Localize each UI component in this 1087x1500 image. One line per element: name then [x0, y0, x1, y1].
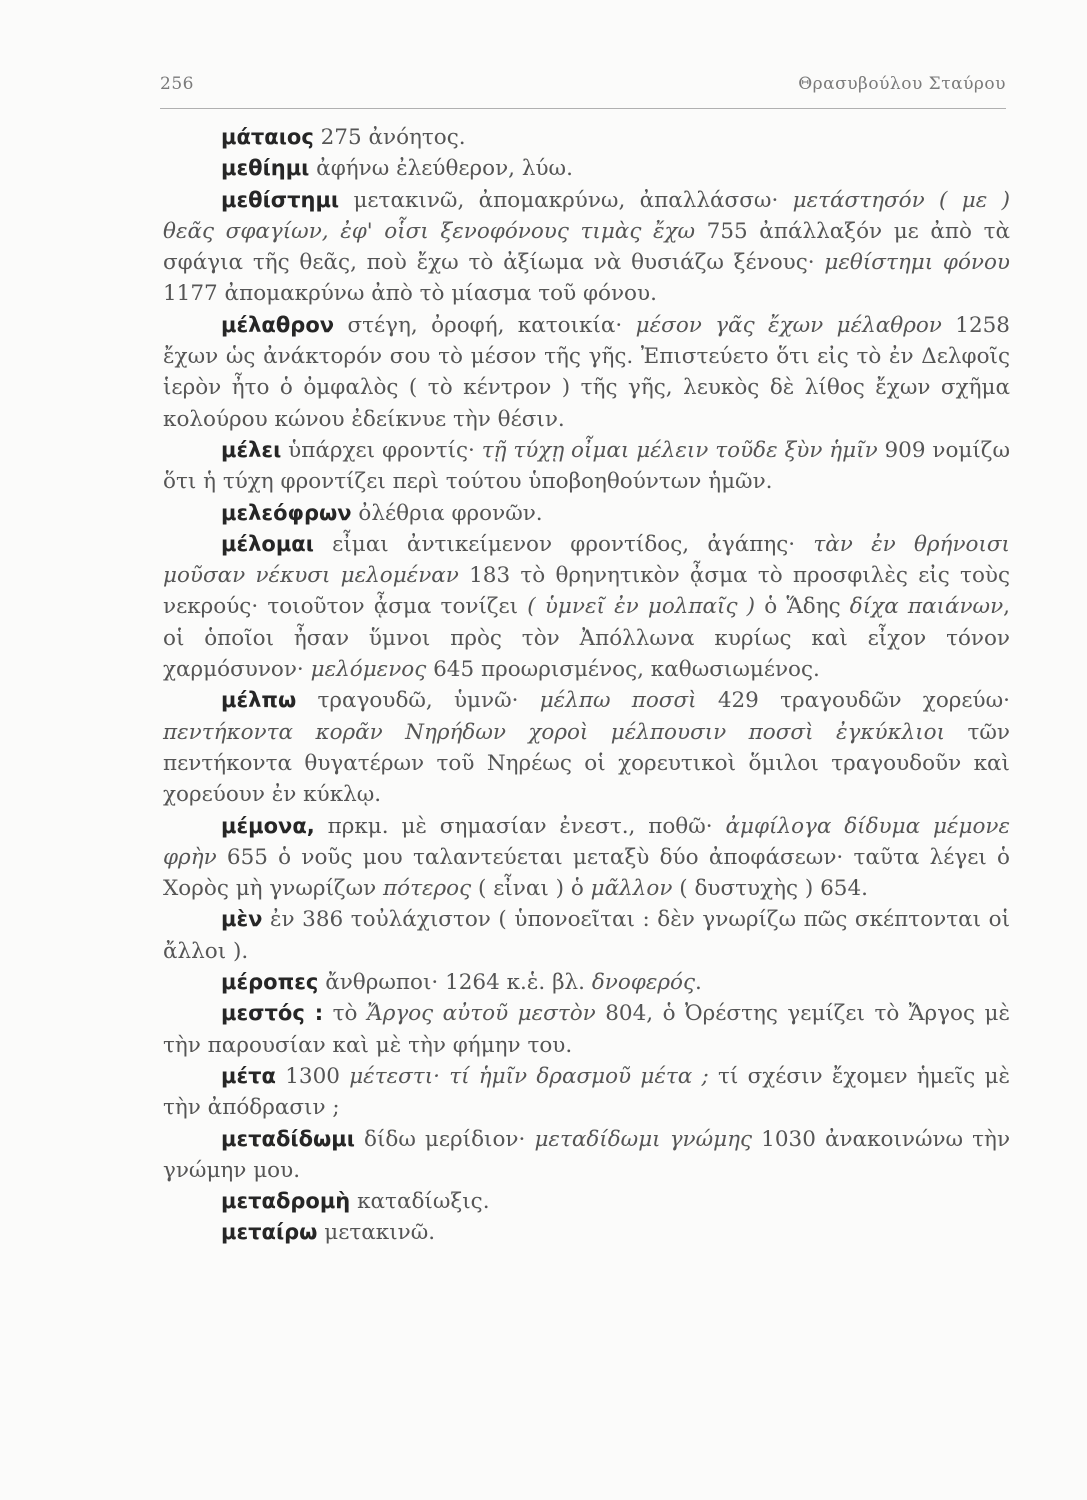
entry-headword: μεθίημι	[221, 156, 310, 181]
entry-definition: 645 προωρισμένος, καθωσιωμένος.	[426, 657, 820, 683]
entry-definition: 909 νομίζω ὅτι ἡ τύχη φροντίζει περὶ τούτου ὑποβοηθούντων ἡμῶν.	[163, 437, 1010, 495]
glossary-entry	[163, 967, 1010, 998]
entry-definition: 804, ὁ Ὀρέστης γεμίζει τὸ Ἄργος μὲ τὴν παρουσίαν καὶ μὲ τὴν φήμην του.	[163, 1001, 1011, 1058]
entry-definition: μετακινῶ.	[317, 1220, 436, 1246]
glossary-entry	[163, 811, 1010, 905]
entry-definition: τῶν πεντήκοντα θυγατέρων τοῦ Νηρέως οἱ χορευτικοὶ ὅμιλοι τραγουδοῦν καὶ χορεύουν ἐν κύκλῳ.	[163, 719, 1010, 808]
entry-definition: μετακινῶ, ἀπομακρύνω, ἀπαλλάσσω·	[339, 187, 793, 213]
entry-definition: ἀφήνω ἐλεύθερον, λύω.	[309, 156, 573, 182]
entry-definition: 275 ἀνόητος.	[313, 125, 466, 150]
entry-quotation: πότερος	[383, 876, 472, 902]
entry-quotation: τῇ τύχῃ οἶμαι μέλειν τοῦδε ξὺν ἡμῖν	[481, 437, 878, 463]
entry-headword: μὲν	[221, 907, 263, 932]
entry-headword: μέμονα,	[221, 813, 315, 838]
glossary-entry	[163, 904, 1010, 967]
glossary-entry	[163, 122, 1010, 153]
entry-headword: μέροπες	[221, 970, 319, 995]
entry-definition: καταδίωξις.	[350, 1189, 490, 1215]
entry-quotation: πεντήκοντα κορᾶν Νηρήδων χοροὶ μέλπουσιν ποσσὶ ἐγκύκλιοι	[163, 719, 946, 745]
entry-quotation: μέτεστι· τί ἡμῖν δρασμοῦ μέτα ;	[349, 1063, 709, 1089]
entry-quotation: μᾶλλον	[590, 876, 673, 902]
glossary-entry	[163, 435, 1010, 498]
entry-definition: ( δυστυχὴς ) 654.	[672, 876, 868, 902]
entry-definition: 429 τραγουδῶν χορεύω·	[696, 688, 1010, 714]
entry-definition: ὑπάρχει φροντίς·	[281, 437, 482, 463]
entry-definition: δίδω μερίδιον·	[354, 1126, 535, 1152]
entry-definition: 183 τὸ θρηνητικὸν ᾆσμα τὸ προσφιλὲς εἰς τοὺς νεκρούς· τοιοῦτον ᾆσμα τονίζει	[163, 563, 1011, 620]
entry-definition: εἶμαι ἀντικείμενον φροντίδος, ἀγάπης·	[313, 531, 814, 557]
entry-quotation: μεταδίδωμι γνώμης	[534, 1126, 753, 1152]
entry-definition: ( εἶναι ) ὁ	[471, 876, 591, 902]
glossary-entry	[163, 498, 1010, 529]
entry-quotation: μεθίστημι φόνου	[824, 250, 1010, 276]
entry-definition: 1030 ἀνακοινώνω τὴν γνώμην μου.	[163, 1126, 1011, 1183]
entry-headword: μέτα	[221, 1063, 276, 1088]
glossary-entry	[163, 1124, 1010, 1187]
entry-headword: μέλαθρον	[221, 312, 335, 337]
entry-headword: μεταίρω	[221, 1220, 318, 1245]
glossary-entry	[163, 1061, 1010, 1124]
entry-definition: .	[695, 970, 702, 996]
entry-quotation: μέλπω ποσσὶ	[539, 688, 697, 714]
entry-quotation: ( ὑμνεῖ ἐν μολπαῖς )	[527, 594, 756, 620]
glossary-entry	[163, 185, 1010, 310]
entry-headword: μέλπω	[221, 688, 297, 713]
entry-definition: ὀλέθρια φρονῶν.	[351, 500, 543, 526]
entry-definition: 1258 ἔχων ὡς ἀνάκτορόν σου τὸ μέσον τῆς γῆς. Ἐπιστεύετο ὅτι εἰς τὸ ἐν Δελφοῖς ἱερὸν ἦτο ὁ ὀμφαλὸς ( τὸ κέντρον ) τῆς γῆς, λευκὸς δὲ λίθος ἔχων σχῆμα κολούρου κώνου ἐδείκνυε τὴν θέσιν.	[163, 312, 1010, 432]
entry-headword: μεταδρομὴ	[221, 1189, 351, 1214]
entry-headword: μεταδίδωμι	[221, 1126, 355, 1151]
entry-headword: μέλει	[221, 437, 282, 462]
entry-definition: πρκμ. μὲ σημασίαν ἐνεστ., ποθῶ·	[314, 813, 726, 839]
entry-headword: μεστός :	[221, 1001, 324, 1026]
entry-definition: ἐν 386 τοὐλάχιστον ( ὑπονοεῖται : δὲν γνωρίζω πῶς σκέπτονται οἱ ἄλλοι ).	[163, 907, 1010, 964]
entry-quotation: τὰν ἐν θρήνοισι μοῦσαν νέκυσι μελομέναν	[163, 531, 1010, 589]
glossary-entry	[163, 998, 1010, 1061]
entry-quotation: Ἄργος αὐτοῦ μεστὸν	[366, 1001, 596, 1027]
entry-headword: μεθίστημι	[221, 187, 340, 212]
entry-definition: 1300	[275, 1063, 350, 1089]
entry-headword: μάταιος	[221, 125, 314, 149]
running-title: Θρασυβούλου Σταύρου	[798, 74, 1006, 94]
glossary-entries	[163, 122, 1010, 1249]
glossary-entry	[163, 685, 1010, 810]
entry-definition: στέγη, ὀροφή, κατοικία·	[334, 312, 636, 338]
page-number: 256	[160, 74, 194, 94]
glossary-entry	[163, 1217, 1010, 1248]
glossary-entry	[163, 529, 1010, 685]
entry-definition: τραγουδῶ, ὑμνῶ·	[296, 688, 540, 714]
entry-definition: 655 ὁ νοῦς μου ταλαντεύεται μεταξὺ δύο ἀποφάσεων· ταῦτα λέγει ὁ Χορὸς μὴ γνωρίζων	[163, 844, 1010, 902]
entry-headword: μελεόφρων	[221, 500, 352, 525]
page-header	[160, 74, 1006, 109]
entry-definition: τὸ	[323, 1001, 367, 1027]
entry-definition: ἄνθρωποι· 1264 κ.ἑ. βλ.	[318, 970, 592, 996]
entry-definition: 755 ἀπάλλαξόν με ἀπὸ τὰ σφάγια τῆς θεᾶς, ποὺ ἔχω τὸ ἀξίωμα νὰ θυσιάζω ξένους·	[163, 218, 1011, 276]
entry-definition: , οἱ ὁποῖοι ἦσαν ὕμνοι πρὸς τὸν Ἀπόλλωνα κυρίως καὶ εἶχον τόνον χαρμόσυνον·	[163, 594, 1010, 683]
glossary-entry	[163, 310, 1010, 435]
entry-quotation: δνοφερός	[591, 970, 696, 996]
glossary-entry	[163, 153, 1010, 184]
entry-definition: τί σχέσιν ἔχομεν ἡμεῖς μὲ τὴν ἀπόδρασιν ;	[163, 1063, 1010, 1121]
entry-definition: ὁ Ἅδης	[755, 594, 850, 620]
glossary-entry	[163, 1186, 1010, 1217]
entry-quotation: μελόμενος	[310, 657, 427, 683]
entry-definition: 1177 ἀπομακρύνω ἀπὸ τὸ μίασμα τοῦ φόνου.	[163, 281, 657, 307]
entry-quotation: δίχα παιάνων	[849, 594, 1004, 620]
entry-quotation: μετάστησόν ( με ) θεᾶς σφαγίων, ἐφ' οἷσι ξενοφόνους τιμὰς ἔχω	[163, 187, 1010, 244]
entry-quotation: μέσον γᾶς ἔχων μέλαθρον	[635, 312, 942, 338]
entry-quotation: ἀμφίλογα δίδυμα μέμονε φρὴν	[163, 813, 1010, 870]
entry-headword: μέλομαι	[221, 531, 314, 556]
